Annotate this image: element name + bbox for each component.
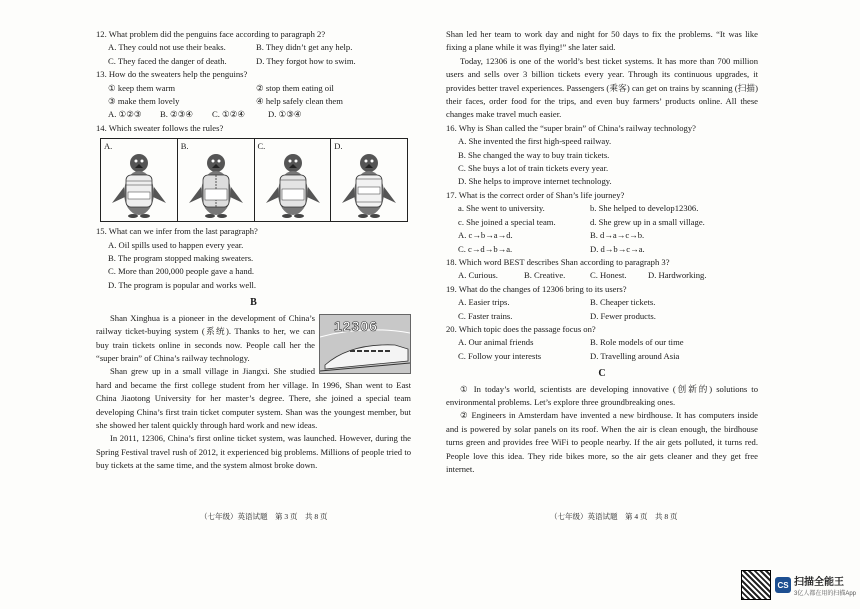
figure-label: A.: [104, 141, 113, 152]
option-d: D. ①③④: [268, 109, 302, 120]
option-a: A. They could not use their beaks.: [108, 42, 226, 53]
option-d: D. The program is popular and works well.: [108, 279, 257, 290]
option-b: B. Role models of our time: [590, 337, 684, 348]
item-4: ④ help safely clean them: [256, 96, 343, 107]
train-12306-image: [319, 314, 411, 374]
option-d: D. She helps to improve internet technology.: [458, 176, 612, 187]
option-c: C. c→d→b→a.: [458, 243, 513, 254]
figure-label: B.: [180, 141, 189, 152]
penguin-icon: [263, 151, 323, 219]
figure-label: D.: [334, 141, 343, 152]
option-c: C. Honest.: [590, 270, 627, 281]
paragraph-2: Shan grew up in a small village in Jiangxi. She studied hard and became the first college student from her village. In 1996, Shan went to East China Jiaotong University for her master’s degree. There, she joined a special team developing China’s first train ticket computer system. Shan was the youngest member, but she showed her talent quickly through hard work and new ideas.: [96, 366, 411, 430]
option-a: A. Oil spills used to happen every year.: [108, 239, 244, 250]
question-18-options: [446, 269, 758, 282]
section-b-heading: B: [250, 297, 257, 309]
question-15: 15. What can we infer from the last paragraph?: [96, 226, 258, 237]
question-13-options: [96, 108, 411, 121]
penguin-sweater-figure: [100, 138, 408, 222]
question-13: 13. How do the sweaters help the penguins?: [96, 69, 248, 80]
penguin-icon: [339, 151, 399, 219]
option-b: B. Cheaper tickets.: [590, 297, 656, 308]
penguin-icon: [109, 151, 169, 219]
paragraph-c2: ② Engineers in Amsterdam have invented a new birdhouse. It has computers inside and is powered by solar panels on its roof. When the air is clean enough, the birdhouse turns green and provides free WiFi to people nearby. If the air gets polluted, it turns red. People love this idea. They ride bikes more, so the air gets cleaner and they get free internet.: [446, 410, 758, 474]
question-17-events: [446, 202, 758, 256]
question-17: 17. What is the correct order of Shan’s life journey?: [446, 189, 625, 200]
option-c: C. ①②④: [212, 109, 246, 120]
question-13-items: [96, 82, 411, 109]
option-c: C. Faster trains.: [458, 310, 513, 321]
right-page-column: [446, 28, 758, 476]
option-d: D. Hardworking.: [648, 270, 707, 281]
event-d: d. She grew up in a small village.: [590, 216, 705, 227]
right-page-footer: （七年级）英语试题 第 4 页 共 8 页: [550, 512, 678, 521]
event-a: a. She went to university.: [458, 203, 545, 214]
app-logo: CS: [775, 577, 791, 593]
penguin-option-b: [178, 139, 255, 221]
option-a: A. ①②③: [108, 109, 142, 120]
penguin-option-c: [255, 139, 332, 221]
left-page-column: [96, 28, 411, 473]
option-b: B. ②③④: [160, 109, 194, 120]
option-d: D. d→b→c→a.: [590, 243, 645, 254]
section-c-heading: C: [598, 368, 606, 380]
option-d: D. Fewer products.: [590, 310, 656, 321]
option-a: A. Our animal friends: [458, 337, 534, 348]
left-page-footer: （七年级）英语试题 第 3 页 共 8 页: [200, 512, 328, 521]
option-b: B. d→a→c→b.: [590, 230, 645, 241]
option-c: C. They faced the danger of death.: [108, 55, 227, 66]
option-b: B. The program stopped making sweaters.: [108, 253, 254, 264]
option-d: D. Travelling around Asia: [590, 350, 680, 361]
item-1: ① keep them warm: [108, 82, 176, 93]
option-c: C. Follow your interests: [458, 350, 542, 361]
option-b: B. She changed the way to buy train tickets.: [458, 149, 610, 160]
option-d: D. They forgot how to swim.: [256, 55, 356, 66]
figure-label: C.: [257, 141, 266, 152]
event-b: b. She helped to develop12306.: [590, 203, 699, 214]
paragraph-3: In 2011, 12306, China’s first online ticket system, was launched. However, during the Spring Festival travel rush of 2012, it experienced big problems. Millions of people tried to buy tickets at the same time, and the system almost broke down.: [96, 433, 411, 471]
scanner-watermark: [741, 570, 856, 600]
image-caption: 12306: [334, 317, 378, 334]
watermark-title: 扫描全能王: [794, 577, 844, 588]
question-18: 18. Which word BEST describes Shan according to paragraph 3?: [446, 256, 670, 267]
watermark-text: [794, 573, 856, 597]
question-19: 19. What do the changes of 12306 bring to its users?: [446, 283, 627, 294]
qr-code-icon: [741, 570, 771, 600]
option-a: A. Curious.: [458, 270, 498, 281]
penguin-option-a: [101, 139, 178, 221]
question-19-options: [446, 296, 758, 323]
paragraph-continued: Shan led her team to work day and night for 50 days to fix the problems. “It was like fixing a plane while it was flying!” she later said.: [446, 29, 758, 53]
paragraph-c1: ① In today’s world, scientists are developing innovative (创新的) solutions to environmental problems. Let’s explore three groundbreaking ones.: [446, 383, 758, 407]
option-b: B. Creative.: [524, 270, 566, 281]
question-15-options: [96, 239, 411, 293]
question-20: 20. Which topic does the passage focus on?: [446, 323, 596, 334]
option-a: A. She invented the first high-speed railway.: [458, 136, 612, 147]
item-2: ② stop them eating oil: [256, 82, 334, 93]
option-a: A. Easier trips.: [458, 297, 510, 308]
question-16: 16. Why is Shan called the “super brain” of China’s railway technology?: [446, 122, 696, 133]
option-c: C. She buys a lot of train tickets every year.: [458, 163, 609, 174]
paragraph-4: Today, 12306 is one of the world’s best ticket systems. It has more than 700 million users and sells over 3 billion tickets every year. Through its continuous upgrades, it provides better travel experiences. Passengers (乘客) can get on trains by scanning (扫描) their faces, order food for the trips, and even buy farmers’ products online. All these changes make travel much easier.: [446, 55, 758, 120]
question-12-options: [96, 41, 411, 68]
penguin-option-d: [331, 139, 407, 221]
penguin-icon: [186, 151, 246, 219]
question-12: 12. What problem did the penguins face according to paragraph 2?: [96, 29, 326, 39]
watermark-subtitle: 3亿人都在用的扫描App: [794, 591, 857, 597]
question-20-options: [446, 336, 758, 363]
item-3: ③ make them lovely: [108, 96, 180, 107]
event-c: c. She joined a special team.: [458, 216, 556, 227]
question-16-options: [446, 135, 758, 189]
question-14: 14. Which sweater follows the rules?: [96, 122, 224, 133]
option-a: A. c→b→a→d.: [458, 230, 513, 241]
option-c: C. More than 200,000 people gave a hand.: [108, 266, 255, 277]
paragraph-1: Shan Xinghua is a pioneer in the development of China’s railway ticket-buying system (系统). Thanks to her, we can buy train tickets online in seconds now. People call her the “super brain” of China’s railway technology.: [96, 312, 315, 363]
option-b: B. They didn’t get any help.: [256, 42, 353, 53]
